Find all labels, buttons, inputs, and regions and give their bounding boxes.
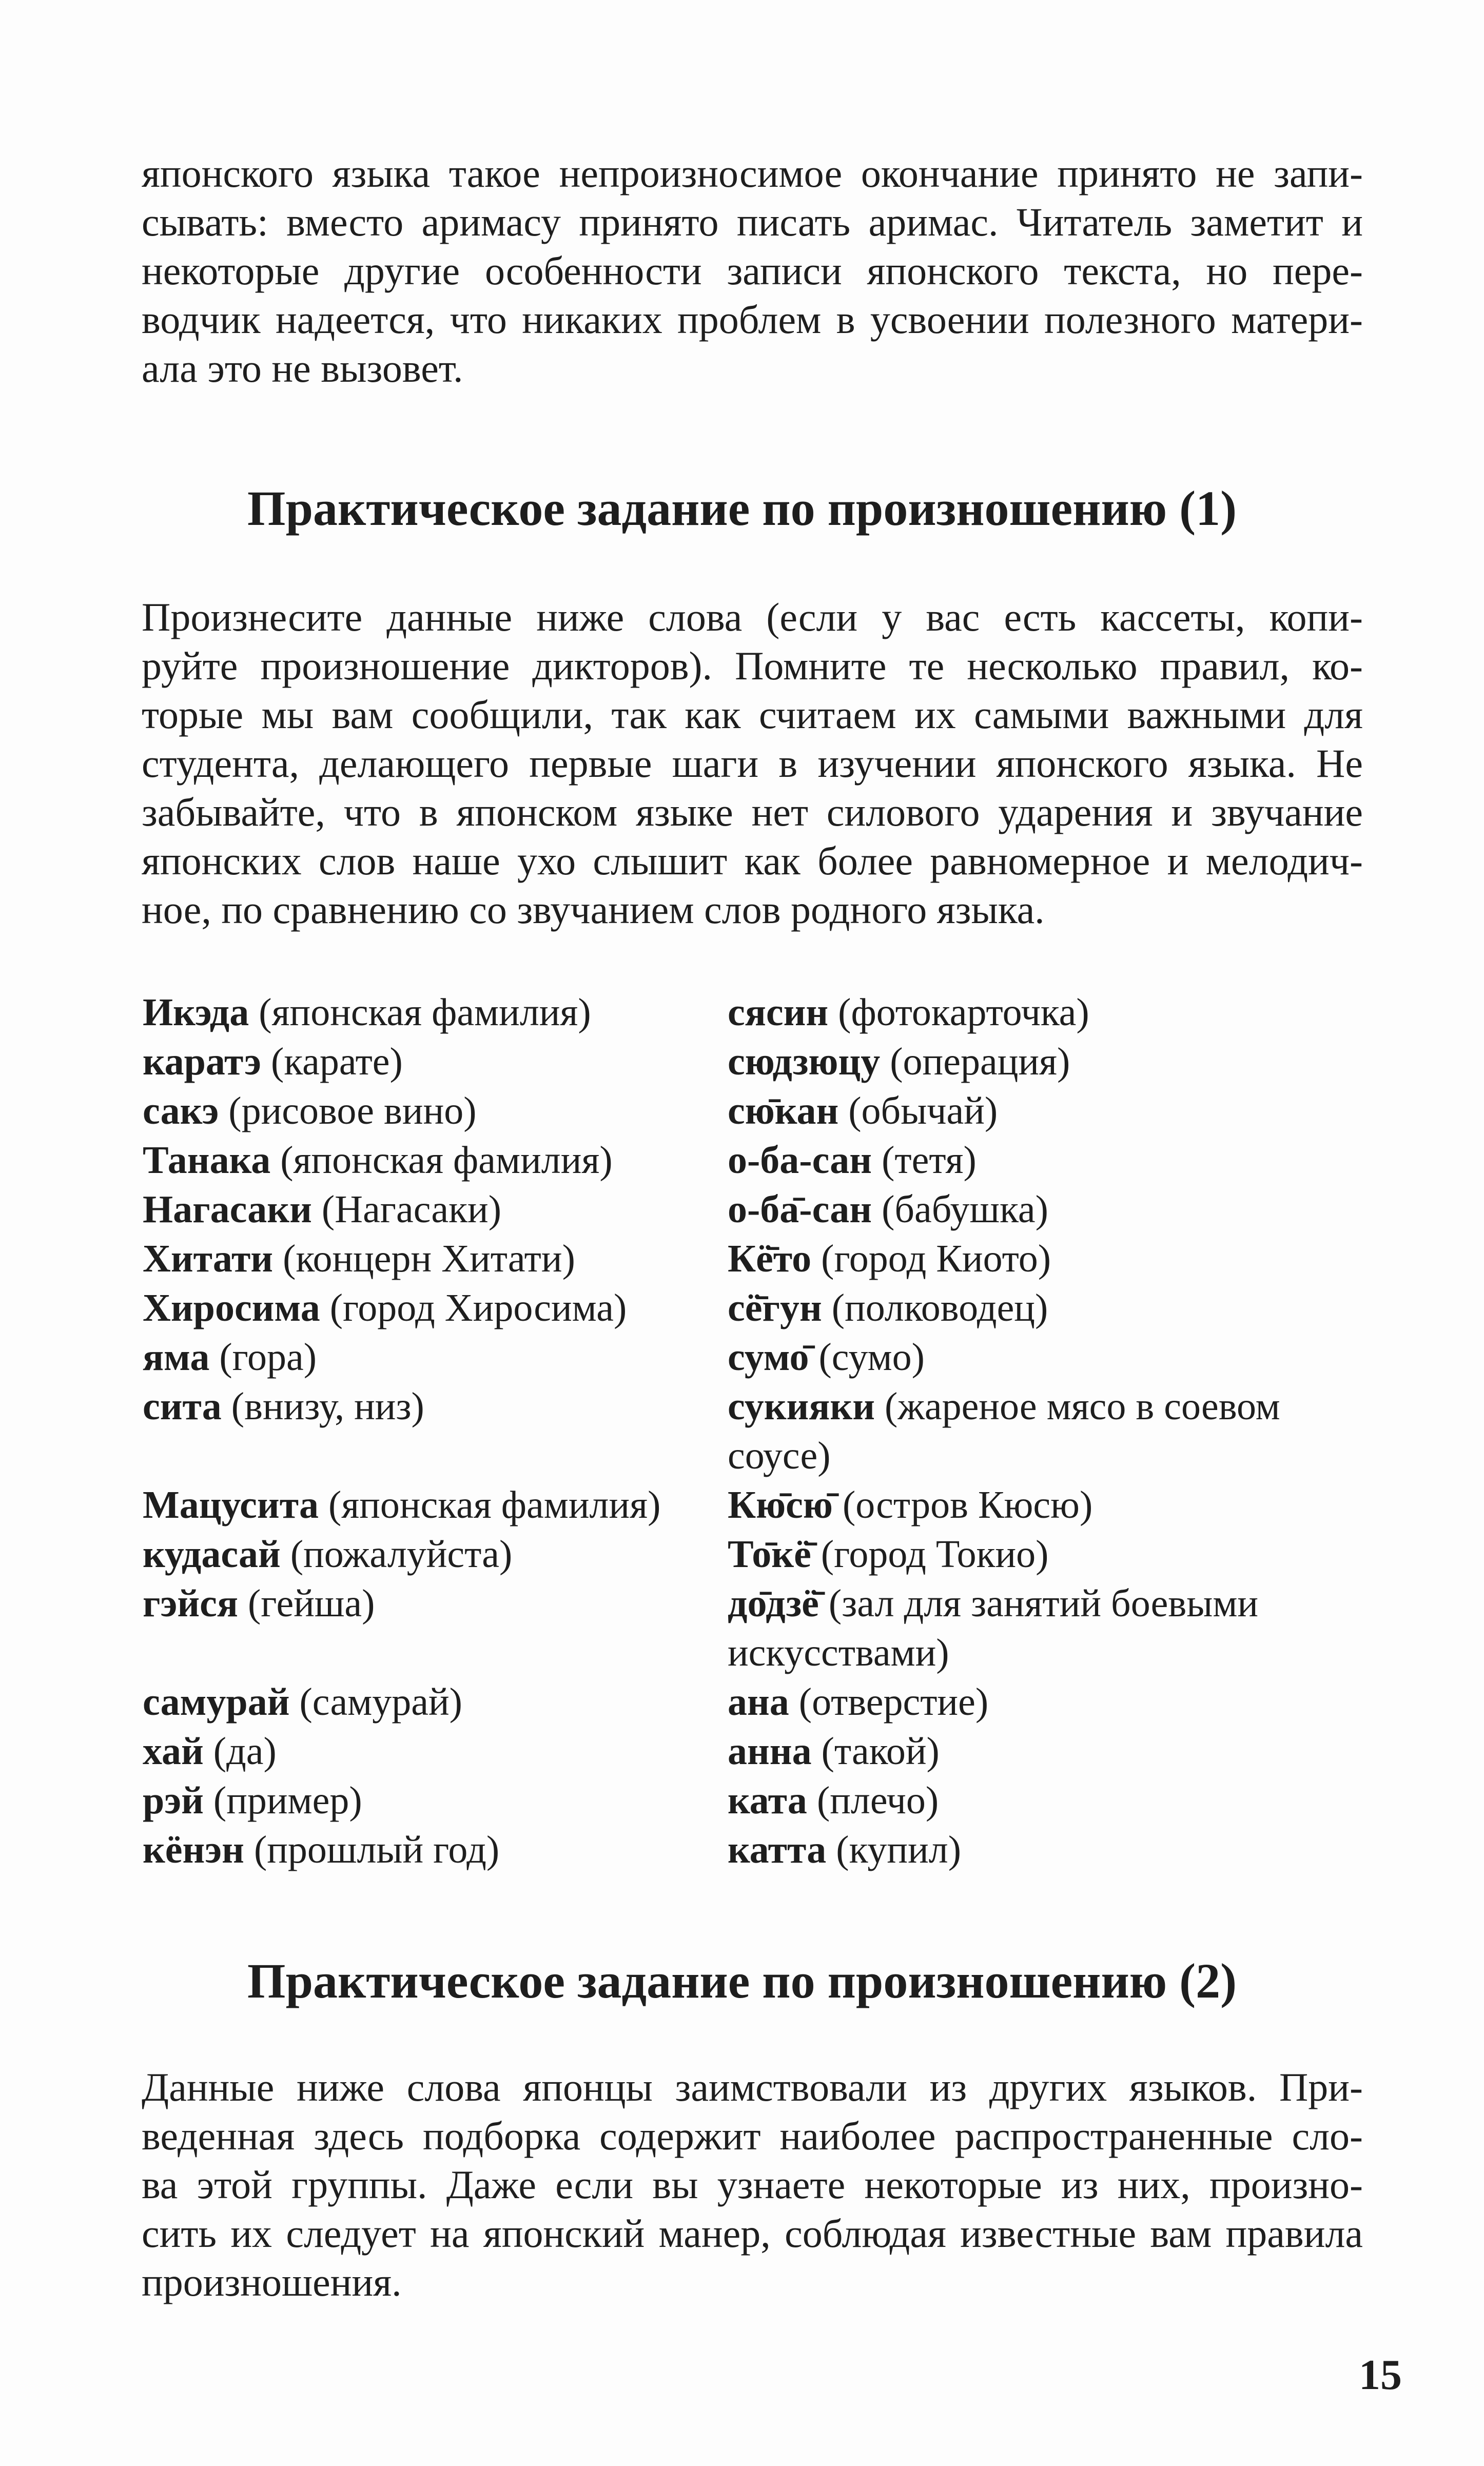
vocabulary-word: яма — [143, 1336, 210, 1379]
vocabulary-entry — [143, 1136, 660, 1185]
vocabulary-gloss: (гейша) — [248, 1582, 375, 1625]
vocabulary-gloss: (обычай) — [848, 1089, 998, 1132]
vocabulary-gloss: (жареное мясо в соевом — [885, 1385, 1280, 1428]
page-number: 15 — [1359, 2351, 1402, 2399]
vocabulary-entry — [728, 1530, 1280, 1579]
vocabulary-entry — [728, 1185, 1280, 1234]
vocabulary-gloss: (Нагасаки) — [321, 1188, 502, 1231]
vocabulary-word: То̄кё̄ — [728, 1533, 811, 1576]
vocabulary-entry — [728, 1579, 1280, 1628]
section2-paragraph — [142, 2063, 1363, 2306]
vocabulary-word: гэйся — [143, 1582, 238, 1625]
vocabulary-gloss: (японская фамилия) — [259, 991, 591, 1034]
vocabulary-entry — [143, 1185, 660, 1234]
vocabulary-gloss: (карате) — [271, 1040, 403, 1083]
vocabulary-word: кёнэн — [143, 1828, 244, 1871]
vocabulary-entry — [728, 1677, 1280, 1727]
vocabulary-gloss: (японская фамилия) — [328, 1483, 661, 1526]
section2-line: сить их следует на японский манер, соблюдая известные вам правила — [142, 2211, 1363, 2256]
vocabulary-word: самурай — [143, 1680, 290, 1724]
vocabulary-gloss: соусе) — [728, 1434, 831, 1477]
vocabulary-gloss: (операция) — [890, 1040, 1070, 1083]
vocabulary-gloss: (японская фамилия) — [280, 1139, 613, 1182]
vocabulary-gloss: (купил) — [836, 1828, 961, 1871]
vocabulary-gloss: (город Киото) — [821, 1237, 1051, 1280]
vocabulary-entry — [143, 1086, 660, 1136]
section1-heading: Практическое задание по произношению (1) — [247, 481, 1237, 536]
vocabulary-gloss: (плечо) — [816, 1779, 939, 1822]
intro-line: водчик надеется, что никаких проблем в усвоении полезного матери- — [142, 297, 1363, 342]
vocabulary-gloss: (да) — [213, 1730, 277, 1773]
vocabulary-word: анна — [728, 1730, 812, 1773]
vocabulary-entry — [143, 1480, 660, 1530]
vocabulary-word: Кю̄сю̄ — [728, 1483, 833, 1526]
vocabulary-word: сё̄гун — [728, 1286, 822, 1329]
vocabulary-entry — [728, 988, 1280, 1037]
vocabulary-word: сумо̄ — [728, 1336, 809, 1379]
section2-line: ва этой группы. Даже если вы узнаете некоторые из них, произно- — [142, 2162, 1363, 2207]
vocabulary-word: сясин — [728, 991, 829, 1034]
section2-line: Данные ниже слова японцы заимствовали из других языков. При- — [142, 2065, 1363, 2109]
vocabulary-entry — [728, 1136, 1280, 1185]
section1-line: забывайте, что в японском языке нет силового ударения и звучание — [142, 790, 1363, 834]
vocabulary-entry — [143, 988, 660, 1037]
intro-paragraph — [142, 149, 1363, 393]
vocabulary-entry — [728, 1431, 1280, 1480]
vocabulary-word: каратэ — [143, 1040, 262, 1083]
vocabulary-gloss: искусствами) — [728, 1631, 949, 1674]
section2-heading: Практическое задание по произношению (2) — [247, 1953, 1237, 2008]
vocabulary-word: до̄дзё̄ — [728, 1582, 819, 1625]
vocabulary-gloss: (прошлый год) — [253, 1828, 500, 1871]
list-spacer — [143, 1628, 660, 1677]
vocabulary-entry — [143, 1727, 660, 1776]
section2-line: веденная здесь подборка содержит наиболее распространенные сло- — [142, 2113, 1363, 2158]
vocabulary-entry — [143, 1333, 660, 1382]
vocabulary-word: Хиросима — [143, 1286, 320, 1329]
section1-line: Произнесите данные ниже слова (если у вас есть кассеты, копи- — [142, 595, 1363, 639]
section1-paragraph — [142, 593, 1363, 934]
vocabulary-entry — [143, 1234, 660, 1283]
vocabulary-word: сукияки — [728, 1385, 875, 1428]
vocabulary-word: Хитати — [143, 1237, 274, 1280]
vocabulary-entry — [143, 1283, 660, 1333]
vocabulary-gloss: (отверстие) — [798, 1680, 989, 1724]
vocabulary-word: сюдзюцу — [728, 1040, 881, 1083]
vocabulary-gloss: (такой) — [821, 1730, 940, 1773]
vocabulary-entry — [143, 1579, 660, 1628]
vocabulary-entry — [728, 1037, 1280, 1086]
vocabulary-word: ката — [728, 1779, 807, 1822]
section2-line: произношения. — [142, 2260, 402, 2304]
section1-line: руйте произношение дикторов). Помните те несколько правил, ко- — [142, 643, 1363, 688]
intro-line: ала это не вызовет. — [142, 346, 463, 390]
vocabulary-gloss: (остров Кюсю) — [843, 1483, 1093, 1526]
section1-line: японских слов наше ухо слышит как более равномерное и мелодич- — [142, 838, 1363, 883]
vocabulary-entry — [728, 1628, 1280, 1677]
list-spacer — [143, 1431, 660, 1480]
vocabulary-gloss: (рисовое вино) — [228, 1089, 477, 1132]
vocabulary-word: Икэда — [143, 991, 249, 1034]
vocabulary-word: кудасай — [143, 1533, 281, 1576]
vocabulary-word: Танака — [143, 1139, 271, 1182]
vocabulary-word: о-ба̄-сан — [728, 1188, 872, 1231]
vocabulary-gloss: (пример) — [213, 1779, 362, 1822]
vocabulary-gloss: (бабушка) — [882, 1188, 1048, 1231]
vocabulary-gloss: (внизу, низ) — [231, 1385, 424, 1428]
vocabulary-gloss: (тетя) — [882, 1139, 977, 1182]
vocabulary-word: катта — [728, 1828, 827, 1871]
vocabulary-entry — [728, 1333, 1280, 1382]
vocabulary-gloss: (зал для занятий боевыми — [828, 1582, 1259, 1625]
vocabulary-entry — [143, 1677, 660, 1727]
vocabulary-entry — [143, 1530, 660, 1579]
section1-line: студента, делающего первые шаги в изучении японского языка. Не — [142, 741, 1363, 786]
vocabulary-word: сю̄кан — [728, 1089, 839, 1132]
vocabulary-entry — [143, 1382, 660, 1431]
vocabulary-entry — [728, 1776, 1280, 1825]
word-list-left — [143, 988, 660, 1874]
vocabulary-gloss: (город Хиросима) — [329, 1286, 627, 1329]
word-list-right — [728, 988, 1280, 1874]
vocabulary-entry — [728, 1480, 1280, 1530]
vocabulary-word: о-ба-сан — [728, 1139, 872, 1182]
vocabulary-entry — [728, 1283, 1280, 1333]
vocabulary-gloss: (полководец) — [831, 1286, 1048, 1329]
vocabulary-entry — [143, 1825, 660, 1874]
intro-line: некоторые другие особенности записи японского текста, но пере- — [142, 248, 1363, 293]
vocabulary-entry — [728, 1727, 1280, 1776]
vocabulary-gloss: (концерн Хитати) — [283, 1237, 575, 1280]
vocabulary-gloss: (город Токио) — [821, 1533, 1049, 1576]
vocabulary-entry — [143, 1776, 660, 1825]
section1-line: торые мы вам сообщили, так как считаем их самыми важными для — [142, 692, 1363, 737]
vocabulary-word: сакэ — [143, 1089, 219, 1132]
vocabulary-word: Кё̄то — [728, 1237, 812, 1280]
vocabulary-entry — [728, 1382, 1280, 1431]
vocabulary-gloss: (гора) — [219, 1336, 317, 1379]
intro-line: японского языка такое непроизносимое окончание принято не запи- — [142, 151, 1363, 195]
vocabulary-word: ана — [728, 1680, 789, 1724]
vocabulary-gloss: (самурай) — [299, 1680, 462, 1724]
vocabulary-gloss: (пожалуйста) — [290, 1533, 513, 1576]
vocabulary-entry — [728, 1234, 1280, 1283]
vocabulary-entry — [143, 1037, 660, 1086]
vocabulary-word: рэй — [143, 1779, 204, 1822]
intro-line: сывать: вместо аримасу принято писать аримас. Читатель заметит и — [142, 200, 1363, 244]
vocabulary-word: Нагасаки — [143, 1188, 312, 1231]
vocabulary-gloss: (фотокарточка) — [838, 991, 1089, 1034]
vocabulary-word: Мацусита — [143, 1483, 319, 1526]
vocabulary-entry — [728, 1825, 1280, 1874]
vocabulary-entry — [728, 1086, 1280, 1136]
vocabulary-word: хай — [143, 1730, 204, 1773]
section1-line: ное, по сравнению со звучанием слов родного языка. — [142, 887, 1045, 932]
vocabulary-word: сита — [143, 1385, 222, 1428]
vocabulary-gloss: (сумо) — [818, 1336, 925, 1379]
